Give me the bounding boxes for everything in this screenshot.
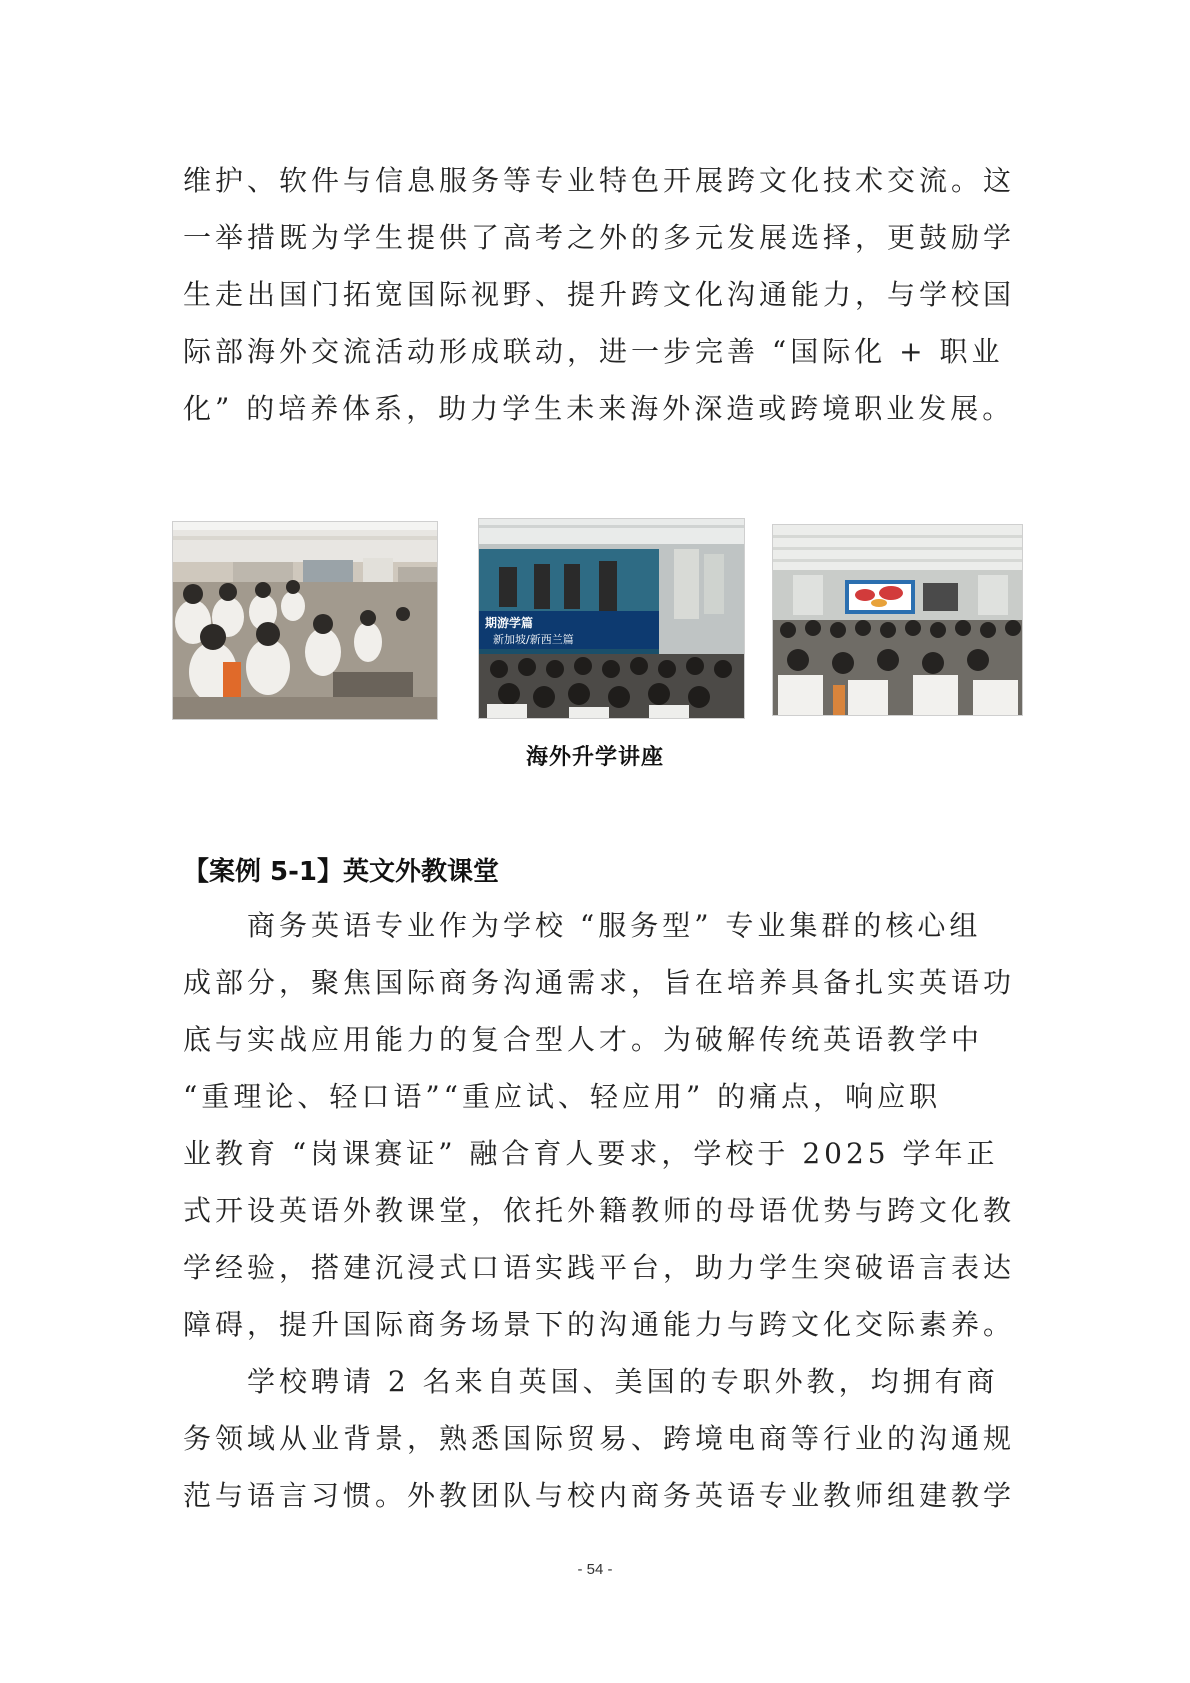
photo-row — [0, 518, 1190, 723]
lecture-photo-screen — [478, 518, 745, 719]
paragraph-line: 商务英语专业作为学校 “服务型” 专业集群的核心组 — [247, 909, 982, 942]
paragraph-line: 一举措既为学生提供了高考之外的多元发展选择，更鼓励学 — [183, 221, 1016, 254]
paragraph-line: 务领域从业背景，熟悉国际贸易、跨境电商等行业的沟通规 — [183, 1422, 1016, 1455]
paragraph-line: 化” 的培养体系，助力学生未来海外深造或跨境职业发展。 — [183, 392, 1015, 425]
paragraph-line: 范与语言习惯。外教团队与校内商务英语专业教师组建教学 — [183, 1479, 1016, 1512]
lecture-photo-hall — [772, 524, 1023, 716]
paragraph-line: 底与实战应用能力的复合型人才。为破解传统英语教学中 — [183, 1023, 984, 1056]
paragraph-line: “重理论、轻口语”“重应试、轻应用” 的痛点，响应职 — [183, 1080, 942, 1113]
photo-caption: 海外升学讲座 — [525, 745, 664, 770]
lecture-photo-audience — [172, 521, 438, 720]
screen-text-title: 期游学篇 — [485, 616, 534, 630]
screen-text-subtitle: 新加坡/新西兰篇 — [493, 633, 574, 646]
paragraph-line: 学经验，搭建沉浸式口语实践平台，助力学生突破语言表达 — [183, 1251, 1016, 1284]
paragraph-line: 业教育 “岗课赛证” 融合育人要求，学校于 2025 学年正 — [183, 1137, 999, 1170]
page-number: - 54 - — [577, 1561, 613, 1578]
case-paragraph — [183, 897, 1018, 1524]
paragraph-line: 式开设英语外教课堂，依托外籍教师的母语优势与跨文化教 — [183, 1194, 1016, 1227]
paragraph-line: 生走出国门拓宽国际视野、提升跨文化沟通能力，与学校国 — [183, 278, 1016, 311]
paragraph-line: 维护、软件与信息服务等专业特色开展跨文化技术交流。这 — [183, 164, 1016, 197]
paragraph-line: 成部分，聚焦国际商务沟通需求，旨在培养具备扎实英语功 — [183, 966, 1016, 999]
paragraph-line: 学校聘请 2 名来自英国、美国的专职外教，均拥有商 — [247, 1365, 999, 1398]
paragraph-line: 际部海外交流活动形成联动，进一步完善 “国际化 + 职业 — [183, 335, 1004, 368]
paragraph-line: 障碍，提升国际商务场景下的沟通能力与跨文化交际素养。 — [183, 1308, 1016, 1341]
intro-paragraph — [183, 152, 1018, 437]
case-heading: 【案例 5-1】英文外教课堂 — [183, 857, 500, 887]
